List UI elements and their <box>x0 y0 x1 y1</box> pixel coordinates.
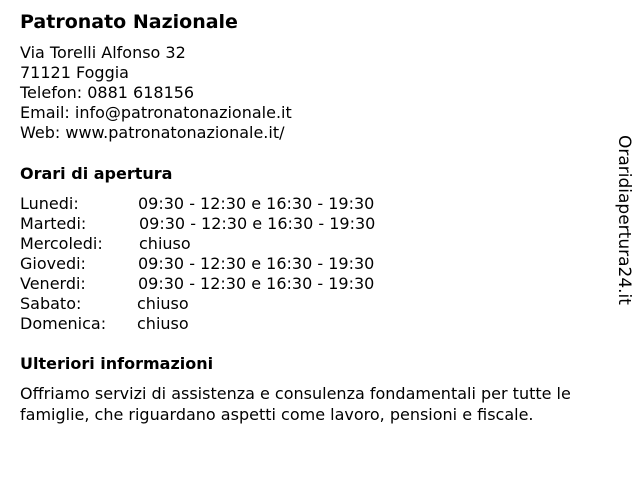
watermark-text: Oraridiapertura24.it <box>614 135 634 305</box>
more-info-text: Offriamo servizi di assistenza e consulenza fondamentali per tutte le famiglie, che riguardano aspetti come lavoro, pensioni e fiscale. <box>20 384 571 424</box>
hours-value: 09:30 - 12:30 e 16:30 - 19:30 <box>139 214 376 233</box>
day-label: Domenica: <box>20 314 107 333</box>
hours-value: chiuso <box>139 234 191 253</box>
opening-hours-heading: Orari di apertura <box>20 164 173 183</box>
day-label: Martedi: <box>20 214 87 233</box>
contact-details <box>20 43 292 143</box>
city-line: 71121 Foggia <box>20 63 129 82</box>
phone-line: Telefon: 0881 618156 <box>20 83 195 102</box>
hours-value: 09:30 - 12:30 e 16:30 - 19:30 <box>138 254 375 273</box>
business-name: Patronato Nazionale <box>20 11 238 33</box>
more-info-heading: Ulteriori informazioni <box>20 354 214 373</box>
hours-value: chiuso <box>137 294 189 313</box>
day-label: Mercoledi: <box>20 234 103 253</box>
web-line: Web: www.patronatonazionale.it/ <box>20 123 285 142</box>
day-label: Lunedi: <box>20 194 79 213</box>
hours-value: chiuso <box>137 314 189 333</box>
email-line: Email: info@patronatonazionale.it <box>20 103 292 122</box>
hours-value: 09:30 - 12:30 e 16:30 - 19:30 <box>138 194 375 213</box>
address-line: Via Torelli Alfonso 32 <box>20 43 186 62</box>
watermark <box>609 135 639 310</box>
day-label: Sabato: <box>20 294 82 313</box>
day-label: Giovedi: <box>20 254 86 273</box>
day-label: Venerdi: <box>20 274 86 293</box>
hours-value: 09:30 - 12:30 e 16:30 - 19:30 <box>138 274 375 293</box>
